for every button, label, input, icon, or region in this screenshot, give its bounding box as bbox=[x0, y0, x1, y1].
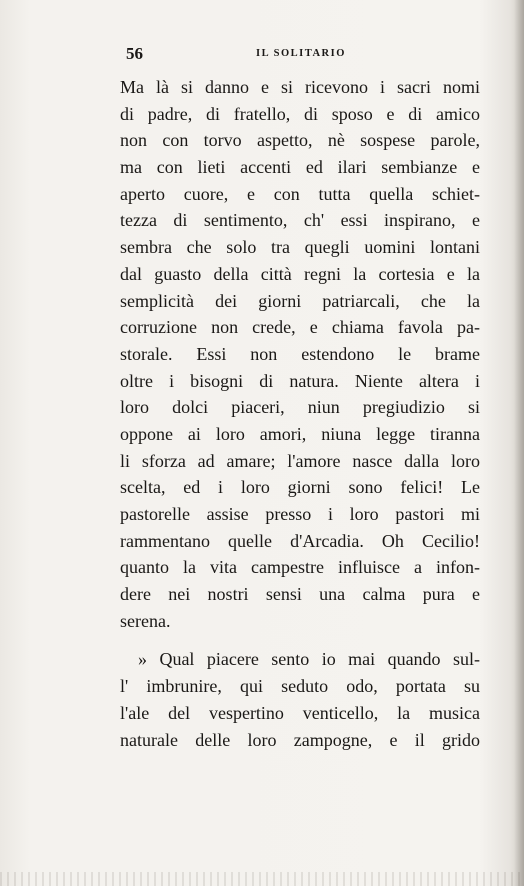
text-line: loro dolci piaceri, niun pregiudizio si bbox=[120, 397, 480, 418]
text-line: li sforza ad amare; l'amore nasce dalla loro bbox=[120, 450, 480, 471]
text-line: » Qual piacere sento io mai quando sul- bbox=[138, 649, 480, 670]
text-line: quanto la vita campestre influisce a infon- bbox=[120, 557, 480, 578]
text-line: semplicità dei giorni patriarcali, che la bbox=[120, 290, 480, 311]
paragraph bbox=[120, 646, 480, 753]
text-line: serena. bbox=[120, 610, 171, 631]
text-line: l' imbrunire, qui seduto odo, portata su bbox=[120, 676, 480, 697]
text-line: oltre i bisogni di natura. Niente altera i bbox=[120, 370, 480, 391]
paragraph bbox=[120, 74, 480, 634]
text-line: tezza di sentimento, ch' essi inspirano, e bbox=[120, 210, 480, 231]
page-number: 56 bbox=[126, 44, 143, 63]
body-text bbox=[120, 74, 480, 753]
text-line: non con torvo aspetto, nè sospese parole, bbox=[120, 130, 480, 151]
text-line: pastorelle assise presso i loro pastori mi bbox=[120, 504, 480, 524]
text-line: aperto cuore, e con tutta quella schiet- bbox=[120, 183, 480, 204]
text-line: Ma là si danno e si ricevono i sacri nomi bbox=[120, 77, 480, 97]
text-line: naturale delle loro zampogne, e il grido bbox=[120, 729, 480, 750]
page-header bbox=[126, 44, 488, 70]
text-line: l'ale del vespertino venticello, la musica bbox=[120, 702, 480, 723]
text-line: dal guasto della città regni la cortesia e la bbox=[120, 263, 480, 284]
text-line: storale. Essi non estendono le brame bbox=[120, 343, 480, 364]
text-line: di padre, di fratello, di sposo e di amico bbox=[120, 103, 480, 124]
text-line: rammentano quelle d'Arcadia. Oh Cecilio! bbox=[120, 530, 480, 551]
running-title: IL SOLITARIO bbox=[256, 48, 346, 59]
text-line: dere nei nostri sensi una calma pura e bbox=[120, 584, 480, 605]
text-line: oppone ai loro amori, niuna legge tiranna bbox=[120, 423, 480, 444]
page-edge-shadow bbox=[514, 0, 524, 886]
text-line: corruzione non crede, e chiama favola pa- bbox=[120, 317, 480, 338]
page-bottom-edge bbox=[0, 872, 524, 886]
paragraph-gap bbox=[120, 634, 480, 646]
text-line: sembra che solo tra quegli uomini lontani bbox=[120, 237, 480, 258]
text-line: ma con lieti accenti ed ilari sembianze e bbox=[120, 157, 480, 178]
text-line: scelta, ed i loro giorni sono felici! Le bbox=[120, 477, 480, 498]
